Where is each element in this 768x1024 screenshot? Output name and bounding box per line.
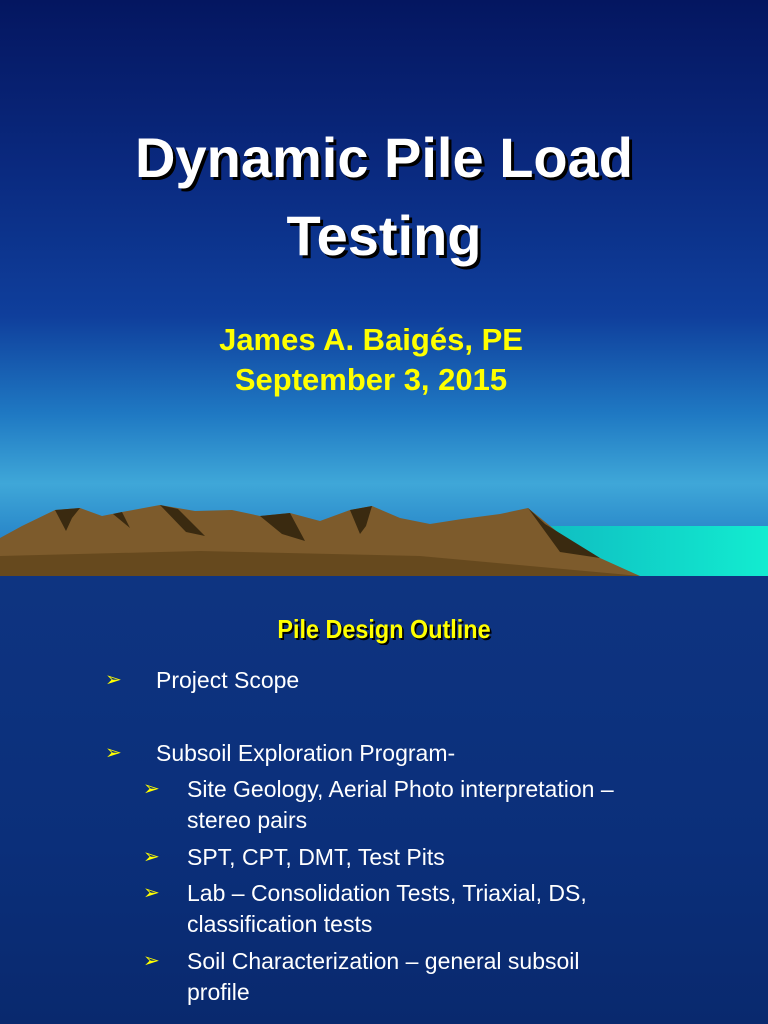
sub-bullet-lab-tests: Lab – Consolidation Tests, Triaxial, DS,: [187, 880, 587, 906]
arrow-bullet-icon: ➢: [143, 778, 160, 800]
outline-heading: Pile Design Outline: [277, 614, 491, 644]
arrow-bullet-icon: ➢: [105, 669, 122, 691]
slide-title-line-2: Testing: [286, 204, 482, 267]
presentation-date: September 3, 2015: [234, 362, 508, 397]
outline-slide: [0, 576, 768, 1024]
arrow-bullet-icon: ➢: [143, 846, 160, 868]
arrow-bullet-icon: ➢: [105, 742, 122, 764]
sub-bullet-spt-cpt: SPT, CPT, DMT, Test Pits: [187, 844, 445, 870]
sub-bullet-lab-tests-cont: classification tests: [187, 911, 373, 937]
sub-bullet-soil-characterization-cont: profile: [187, 979, 250, 1005]
sub-bullet-site-geology: Site Geology, Aerial Photo interpretation –: [187, 776, 614, 802]
sub-bullet-site-geology-cont: stereo pairs: [187, 807, 308, 833]
arrow-bullet-icon: ➢: [143, 882, 160, 904]
arrow-bullet-icon: ➢: [143, 950, 160, 972]
mountain-landscape: [0, 496, 768, 576]
author-name: James A. Baigés, PE: [219, 322, 523, 357]
sub-bullet-soil-characterization: Soil Characterization – general subsoil: [187, 948, 580, 974]
bullet-project-scope: Project Scope: [156, 667, 300, 693]
slide-title-line-1: Dynamic Pile Load: [135, 126, 633, 189]
bullet-subsoil-exploration: Subsoil Exploration Program-: [156, 740, 456, 766]
